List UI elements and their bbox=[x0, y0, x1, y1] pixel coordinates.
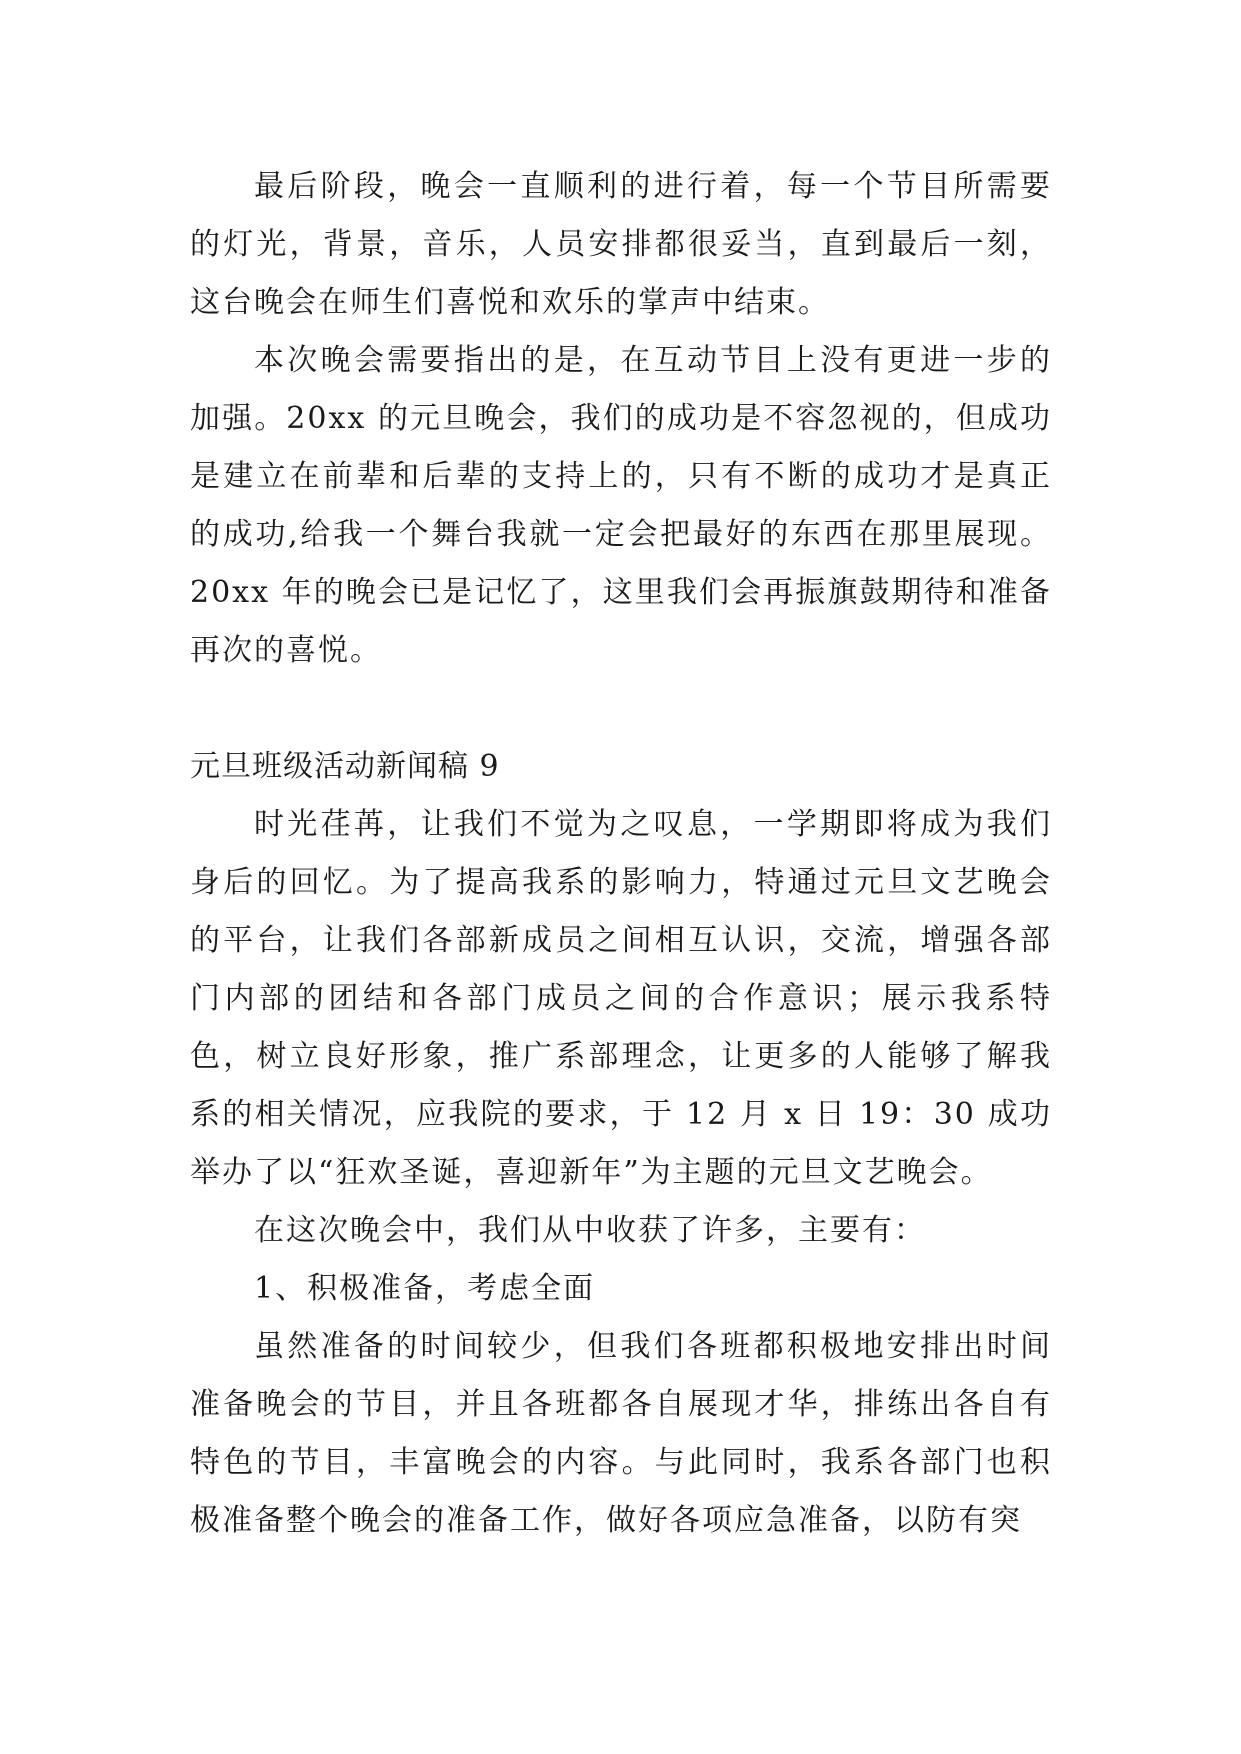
document-body bbox=[190, 158, 1052, 1550]
paragraph-closing-stage: 最后阶段，晚会一直顺利的进行着，每一个节目所需要的灯光，背景，音乐，人员安排都很妥当，直到最后一刻，这台晚会在师生们喜悦和欢乐的掌声中结束。 bbox=[190, 169, 1052, 320]
paragraph-intro: 时光荏苒，让我们不觉为之叹息，一学期即将成为我们身后的回忆。为了提高我系的影响力，特通过元旦文艺晚会的平台，让我们各部新成员之间相互认识，交流，增强各部门内部的团结和各部门成员之间的合作意识；展示我系特色，树立良好形象，推广系部理念，让更多的人能够了解我系的相关情况，应我院的要求，于 12 月 x 日 19：30 成功举办了以“狂欢圣诞，喜迎新年”为主题的元旦文艺晚会。 bbox=[190, 807, 1052, 1190]
paragraph-reflection: 本次晚会需要指出的是，在互动节目上没有更进一步的加强。20xx 的元旦晚会，我们的成功是不容忽视的，但成功是建立在前辈和后辈的支持上的，只有不断的成功才是真正的成功,给我一个舞台我就一定会把最好的东西在那里展现。20xx 年的晚会已是记忆了，这里我们会再振旗鼓期待和准备再次的喜悦。 bbox=[190, 343, 1052, 668]
list-item-heading: 1、积极准备，考虑全面 bbox=[254, 1271, 596, 1306]
paragraph-preparation: 虽然准备的时间较少，但我们各班都积极地安排出时间准备晚会的节目，并且各班都各自展现才华，排练出各自有特色的节目，丰富晚会的内容。与此同时，我系各部门也积极准备整个晚会的准备工作，做好各项应急准备，以防有突 bbox=[190, 1329, 1052, 1538]
section-heading: 元旦班级活动新闻稿 9 bbox=[190, 749, 500, 784]
paragraph-gains: 在这次晚会中，我们从中收获了许多，主要有： bbox=[254, 1213, 926, 1248]
